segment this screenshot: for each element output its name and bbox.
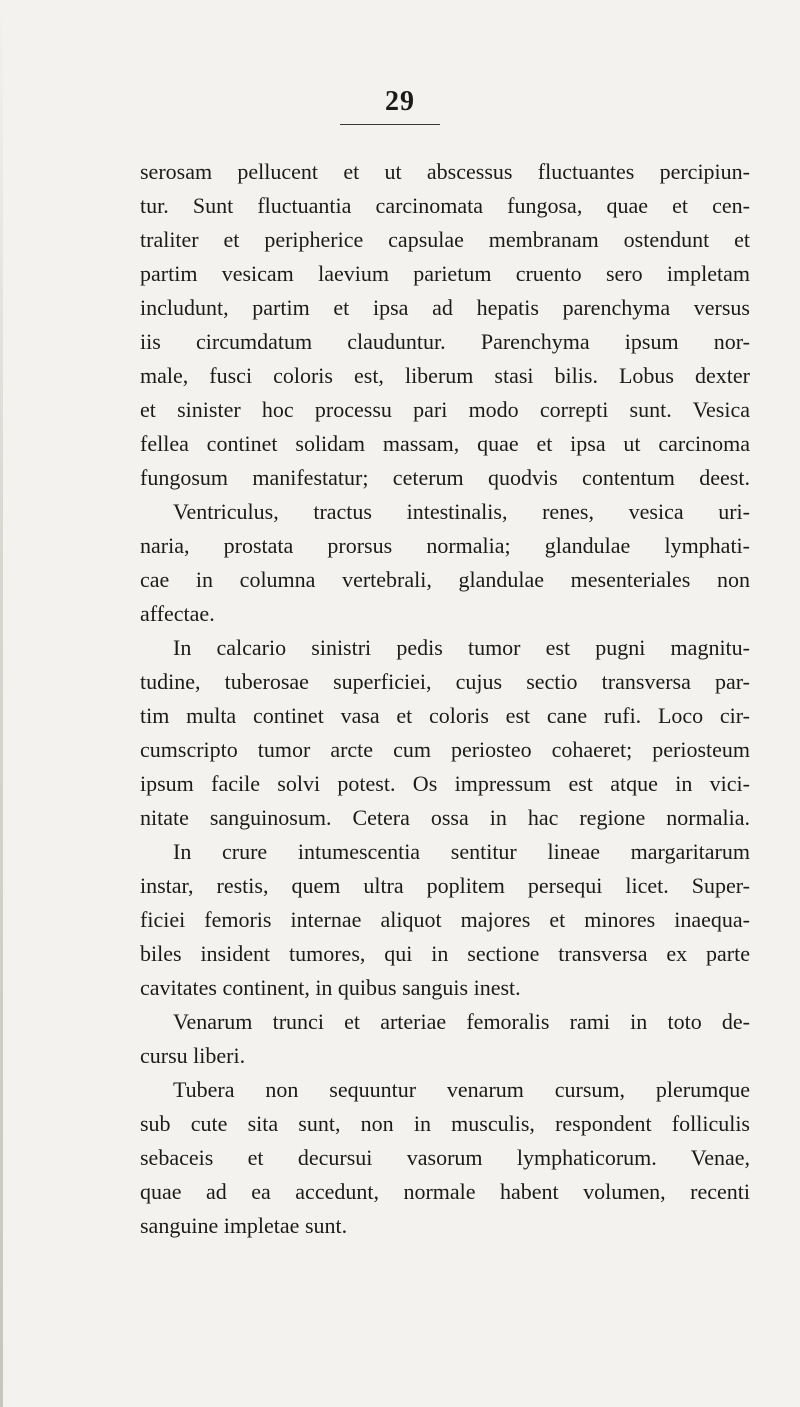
text-line: sanguine impletae sunt. (140, 1213, 348, 1238)
text-line: biles insident tumores, qui in sectione transversa ex parte (140, 941, 750, 966)
text-line: male, fusci coloris est, liberum stasi bilis. Lobus dexter (140, 363, 750, 388)
text-line: et sinister hoc processu pari modo correpti sunt. Vesica (140, 397, 750, 422)
text-line: instar, restis, quem ultra poplitem persequi licet. Super- (140, 873, 750, 898)
text-line: traliter et peripherice capsulae membranam ostendunt et (140, 227, 750, 252)
body-text (140, 155, 750, 1243)
text-line: nitate sanguinosum. Cetera ossa in hac regione normalia. (140, 805, 750, 830)
text-line: naria, prostata prorsus normalia; glandulae lymphati- (140, 533, 750, 558)
text-line: In crure intumescentia sentitur lineae margaritarum (173, 839, 750, 864)
text-line: partim vesicam laevium parietum cruento sero impletam (140, 261, 750, 286)
text-line: tudine, tuberosae superficiei, cujus sectio transversa par- (140, 669, 750, 694)
text-line: Tubera non sequuntur venarum cursum, plerumque (173, 1077, 750, 1102)
text-line: serosam pellucent et ut abscessus fluctuantes percipiun- (140, 159, 750, 184)
text-line: cursu liberi. (140, 1043, 246, 1068)
text-line: In calcario sinistri pedis tumor est pugni magnitu- (173, 635, 750, 660)
page-number-rule (340, 124, 440, 125)
text-line: ipsum facile solvi potest. Os impressum est atque in vici- (140, 771, 750, 796)
text-line: fellea continet solidam massam, quae et ipsa ut carcinoma (140, 431, 750, 456)
text-line: Ventriculus, tractus intestinalis, renes, vesica uri- (173, 499, 750, 524)
text-line: tur. Sunt fluctuantia carcinomata fungosa, quae et cen- (140, 193, 750, 218)
text-line: sebaceis et decursui vasorum lymphaticorum. Venae, (140, 1145, 750, 1170)
text-line: iis circumdatum clauduntur. Parenchyma ipsum nor- (140, 329, 750, 354)
text-line: cumscripto tumor arcte cum periosteo cohaeret; periosteum (140, 737, 750, 762)
text-line: fungosum manifestatur; ceterum quodvis contentum deest. (140, 465, 750, 490)
text-line: ficiei femoris internae aliquot majores et minores inaequa- (140, 907, 750, 932)
text-line: sub cute sita sunt, non in musculis, respondent folliculis (140, 1111, 750, 1136)
text-line: affectae. (140, 601, 215, 626)
text-line: quae ad ea accedunt, normale habent volumen, recenti (140, 1179, 750, 1204)
text-line: cae in columna vertebrali, glandulae mesenteriales non (140, 567, 750, 592)
text-line: includunt, partim et ipsa ad hepatis parenchyma versus (140, 295, 750, 320)
text-line: tim multa continet vasa et coloris est cane rufi. Loco cir- (140, 703, 750, 728)
page-number: 29 (385, 86, 415, 117)
page-binding-edge (0, 0, 3, 1407)
text-line: Venarum trunci et arteriae femoralis rami in toto de- (173, 1009, 750, 1034)
text-line: cavitates continent, in quibus sanguis inest. (140, 975, 521, 1000)
